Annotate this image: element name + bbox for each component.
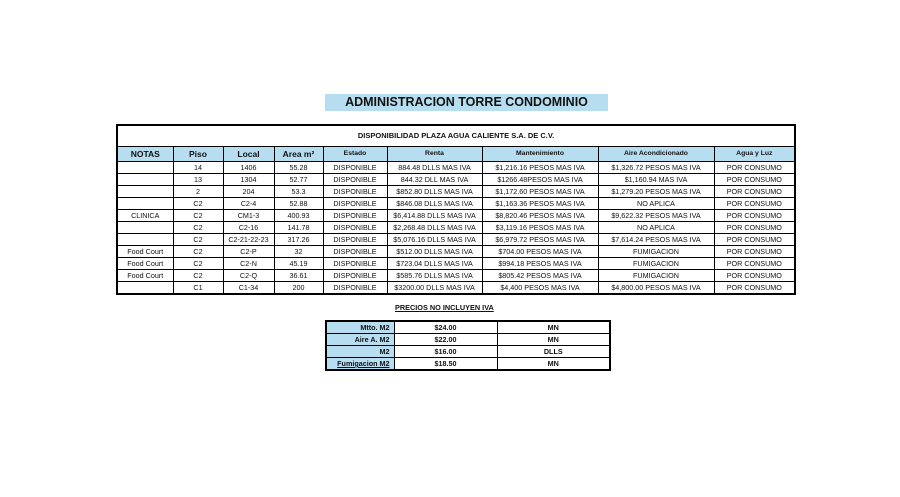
table-cell: Food Court xyxy=(117,258,173,270)
table-cell: C2 xyxy=(173,210,223,222)
table-cell: 1406 xyxy=(223,162,274,174)
price-label: Aire A. M2 xyxy=(326,334,394,346)
table-cell: $3,119.16 PESOS MAS IVA xyxy=(482,222,598,234)
table-cell: $4,400 PESOS MAS IVA xyxy=(482,282,598,295)
table-cell: C2 xyxy=(173,258,223,270)
table-row xyxy=(117,258,795,270)
table-cell: C2-Q xyxy=(223,270,274,282)
table-cell: NO APLICA xyxy=(598,222,714,234)
table-cell xyxy=(117,282,173,295)
prices-table xyxy=(325,320,611,371)
table-cell: 53.3 xyxy=(274,186,323,198)
table-caption: DISPONIBILIDAD PLAZA AGUA CALIENTE S.A. DE C.V. xyxy=(117,125,795,147)
table-cell: POR CONSUMO xyxy=(714,210,795,222)
price-currency: MN xyxy=(497,321,610,334)
table-cell: 14 xyxy=(173,162,223,174)
table-cell: 317.26 xyxy=(274,234,323,246)
table-cell: C2 xyxy=(173,234,223,246)
table-row xyxy=(117,222,795,234)
price-value: $16.00 xyxy=(394,346,497,358)
column-header: Local xyxy=(223,147,274,162)
table-cell: $2,268.48 DLLS MAS IVA xyxy=(387,222,482,234)
column-header: Renta xyxy=(387,147,482,162)
table-cell: 2 xyxy=(173,186,223,198)
table-cell xyxy=(117,162,173,174)
table-cell: C2 xyxy=(173,246,223,258)
price-row xyxy=(326,346,610,358)
table-cell: POR CONSUMO xyxy=(714,162,795,174)
table-row xyxy=(117,282,795,295)
page-title: ADMINISTRACION TORRE CONDOMINIO xyxy=(325,94,608,111)
table-cell: DISPONIBLE xyxy=(323,162,387,174)
table-cell: 400.93 xyxy=(274,210,323,222)
table-cell: 55.28 xyxy=(274,162,323,174)
column-header: Estado xyxy=(323,147,387,162)
price-label: Fumigacion M2 xyxy=(326,358,394,371)
column-header: NOTAS xyxy=(117,147,173,162)
table-cell: $8,820.46 PESOS MAS IVA xyxy=(482,210,598,222)
table-cell: $704.00 PESOS MAS IVA xyxy=(482,246,598,258)
table-cell xyxy=(117,186,173,198)
table-cell: FUMIGACION xyxy=(598,258,714,270)
table-cell: $9,622.32 PESOS MAS IVA xyxy=(598,210,714,222)
table-row xyxy=(117,198,795,210)
table-cell: POR CONSUMO xyxy=(714,186,795,198)
column-header: Aire Acondicionado xyxy=(598,147,714,162)
table-cell: $852.80 DLLS MAS IVA xyxy=(387,186,482,198)
price-row xyxy=(326,334,610,346)
table-cell: DISPONIBLE xyxy=(323,234,387,246)
table-cell xyxy=(117,198,173,210)
table-cell: POR CONSUMO xyxy=(714,234,795,246)
table-cell: POR CONSUMO xyxy=(714,246,795,258)
table-cell: C2-16 xyxy=(223,222,274,234)
table-cell: 204 xyxy=(223,186,274,198)
table-cell: CLINICA xyxy=(117,210,173,222)
table-cell: $6,979.72 PESOS MAS IVA xyxy=(482,234,598,246)
table-cell: C2 xyxy=(173,270,223,282)
table-cell: DISPONIBLE xyxy=(323,222,387,234)
table-cell: $1,163.36 PESOS MAS IVA xyxy=(482,198,598,210)
table-cell xyxy=(117,174,173,186)
table-cell: $6,414.88 DLLS MAS IVA xyxy=(387,210,482,222)
price-value: $18.50 xyxy=(394,358,497,371)
table-cell: C2 xyxy=(173,222,223,234)
price-label: M2 xyxy=(326,346,394,358)
table-cell: POR CONSUMO xyxy=(714,258,795,270)
column-header: Agua y Luz xyxy=(714,147,795,162)
table-cell: DISPONIBLE xyxy=(323,198,387,210)
table-cell: C2-P xyxy=(223,246,274,258)
prices-note: PRECIOS NO INCLUYEN IVA xyxy=(395,303,494,312)
table-cell: 844.32 DLL MAS IVA xyxy=(387,174,482,186)
price-row xyxy=(326,321,610,334)
table-cell: DISPONIBLE xyxy=(323,246,387,258)
price-currency: MN xyxy=(497,358,610,371)
table-cell: $3200.00 DLLS MAS IVA xyxy=(387,282,482,295)
price-value: $22.00 xyxy=(394,334,497,346)
table-cell: $585.76 DLLS MAS IVA xyxy=(387,270,482,282)
table-cell: $1,326.72 PESOS MAS IVA xyxy=(598,162,714,174)
table-cell: CM1-3 xyxy=(223,210,274,222)
table-row xyxy=(117,234,795,246)
table-row xyxy=(117,210,795,222)
table-cell xyxy=(117,222,173,234)
table-cell: 884.48 DLLS MAS IVA xyxy=(387,162,482,174)
table-cell: $7,614.24 PESOS MAS IVA xyxy=(598,234,714,246)
price-row xyxy=(326,358,610,371)
table-cell: $805.42 PESOS MAS IVA xyxy=(482,270,598,282)
table-cell: $1,160.94 MAS IVA xyxy=(598,174,714,186)
table-cell: DISPONIBLE xyxy=(323,270,387,282)
table-cell: POR CONSUMO xyxy=(714,174,795,186)
price-label: Mtto. M2 xyxy=(326,321,394,334)
table-row xyxy=(117,186,795,198)
table-cell: C1-34 xyxy=(223,282,274,295)
table-cell: NO APLICA xyxy=(598,198,714,210)
table-cell: $5,076.16 DLLS MAS IVA xyxy=(387,234,482,246)
column-header: Area m² xyxy=(274,147,323,162)
table-cell: $4,800.00 PESOS MAS IVA xyxy=(598,282,714,295)
table-cell: POR CONSUMO xyxy=(714,198,795,210)
price-currency: DLLS xyxy=(497,346,610,358)
table-cell: $512.00 DLLS MAS IVA xyxy=(387,246,482,258)
table-cell: 200 xyxy=(274,282,323,295)
table-row xyxy=(117,162,795,174)
table-cell: $846.08 DLLS MAS IVA xyxy=(387,198,482,210)
price-currency: MN xyxy=(497,334,610,346)
table-cell: C2-N xyxy=(223,258,274,270)
table-cell: DISPONIBLE xyxy=(323,174,387,186)
table-cell: C1 xyxy=(173,282,223,295)
table-cell xyxy=(117,234,173,246)
table-row xyxy=(117,246,795,258)
availability-table xyxy=(116,124,796,295)
table-cell: 36.61 xyxy=(274,270,323,282)
table-cell: C2-4 xyxy=(223,198,274,210)
table-cell: DISPONIBLE xyxy=(323,186,387,198)
table-cell: $1,172.60 PESOS MAS IVA xyxy=(482,186,598,198)
table-cell: Food Court xyxy=(117,270,173,282)
column-header: Mantenimiento xyxy=(482,147,598,162)
table-cell: 13 xyxy=(173,174,223,186)
table-cell: C2 xyxy=(173,198,223,210)
table-cell: POR CONSUMO xyxy=(714,270,795,282)
table-cell: DISPONIBLE xyxy=(323,210,387,222)
table-cell: $994.18 PESOS MAS IVA xyxy=(482,258,598,270)
table-cell: DISPONIBLE xyxy=(323,258,387,270)
table-cell: 141.78 xyxy=(274,222,323,234)
table-cell: 52.88 xyxy=(274,198,323,210)
table-cell: FUMIGACION xyxy=(598,246,714,258)
table-cell: $1266.48PESOS MAS IVA xyxy=(482,174,598,186)
table-cell: FUMIGACION xyxy=(598,270,714,282)
table-cell: Food Court xyxy=(117,246,173,258)
table-cell: 52.77 xyxy=(274,174,323,186)
table-cell: C2-21-22-23 xyxy=(223,234,274,246)
table-cell: DISPONIBLE xyxy=(323,282,387,295)
table-cell: POR CONSUMO xyxy=(714,222,795,234)
table-cell: $723.04 DLLS MAS IVA xyxy=(387,258,482,270)
table-cell: 1304 xyxy=(223,174,274,186)
table-row xyxy=(117,174,795,186)
table-cell: POR CONSUMO xyxy=(714,282,795,295)
column-header: Piso xyxy=(173,147,223,162)
table-cell: $1,279.20 PESOS MAS IVA xyxy=(598,186,714,198)
table-cell: 45.19 xyxy=(274,258,323,270)
price-value: $24.00 xyxy=(394,321,497,334)
table-row xyxy=(117,270,795,282)
table-cell: $1,216.16 PESOS MAS IVA xyxy=(482,162,598,174)
table-cell: 32 xyxy=(274,246,323,258)
